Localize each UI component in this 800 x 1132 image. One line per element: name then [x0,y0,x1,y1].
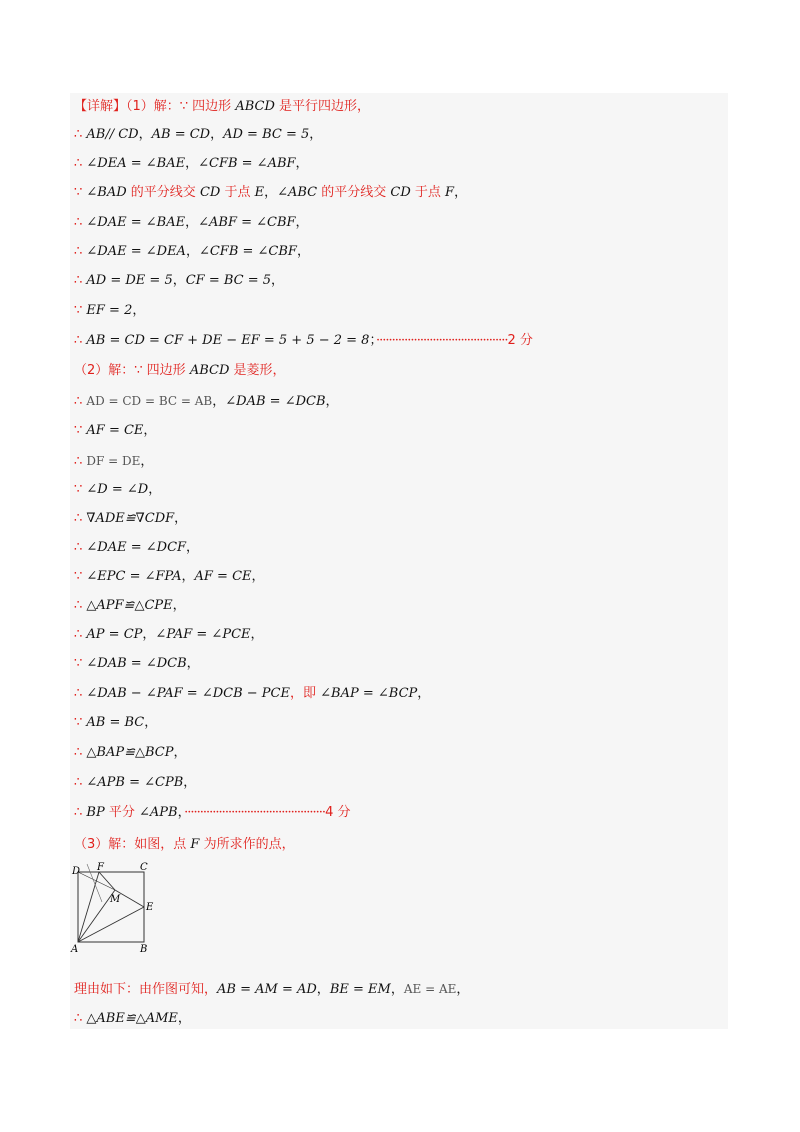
math-expression: △ABE≌△AME [86,1011,178,1026]
text-run: 理由如下：由作图可知， [74,982,218,997]
dot-leader: ·········································· [375,333,508,348]
math-expression: ∠BAD [86,185,127,200]
text-run: ∴ [74,745,87,760]
math-expression: AP = CP [86,627,143,642]
text-run: ； [369,333,376,348]
math-expression: ∠DAB = ∠DCB [86,656,187,671]
math-expression: ∠CFB = ∠CBF [198,244,297,259]
text-run: ， [210,127,224,142]
label-M: M [110,894,121,905]
solution-line [74,300,145,322]
text-run: ∴ [74,215,87,230]
text-run: ， [251,569,265,584]
solution-line [74,450,153,472]
solution-line [74,508,187,530]
solution-line [74,802,350,824]
text-run: 于点 [410,185,446,200]
text-run: ∴ [74,273,87,288]
text-run: （2）解：∵ 四边形 [74,363,190,378]
math-expression: ∠DAB = ∠DCB [225,394,326,409]
text-run: ， [142,627,156,642]
solution-line [74,624,264,646]
math-expression: BE = EM [329,982,391,997]
text-run: ， [454,185,468,200]
text-run: 的平分线交 [317,185,391,200]
math-expression: AE = AE [403,982,457,996]
solution-line [74,537,199,559]
text-run: ， [185,244,199,259]
label-F: F [97,862,104,873]
solution-line [74,683,430,705]
solution-line [74,96,370,118]
text-run: ， [177,805,185,820]
solution-line [74,420,156,442]
math-expression: AB = AM = AD [217,982,317,997]
text-run: ， [174,511,188,526]
text-run: 【详解】（1）解：∵ 四边形 [74,99,236,114]
text-run: ， [172,598,186,613]
math-expression: AD = CD = BC = AB [86,394,213,408]
solution-line [74,390,339,412]
math-expression: ∇ADE≌∇CDF [86,511,175,526]
text-run: ∵ [74,715,87,730]
solution-line [74,360,286,382]
text-run: ∴ [74,540,87,555]
math-expression: BP [86,805,105,820]
text-run: ， [173,745,187,760]
text-run: ∴ [74,627,87,642]
text-run: 4 分 [325,805,351,820]
text-run: ， [183,775,197,790]
solution-line [74,834,295,856]
text-run: 平分 [104,805,139,820]
math-expression: ∠DAE = ∠BAE [86,215,186,230]
text-run: ∴ [74,598,87,613]
text-run: 于点 [220,185,255,200]
solution-line [74,595,186,617]
math-expression: △APF≌△CPE [86,598,173,613]
text-run: ∴ [74,686,87,701]
math-expression: ∠DEA = ∠BAE [86,156,186,171]
math-expression: ∠APB [138,805,178,820]
text-run: ∵ [74,423,87,438]
text-run: ， [177,1011,191,1026]
math-expression: AB = CD = CF + DE − EF = 5 + 5 − 2 = 8 [86,333,370,348]
solution-line [74,153,309,175]
text-run: ， [186,656,200,671]
math-expression: ABCD [189,363,230,378]
text-run: ∵ [74,303,87,318]
text-run: ， [250,627,264,642]
text-run: ， [132,303,146,318]
solution-line [74,330,533,352]
solution-line [74,653,200,675]
text-run: ∴ [74,1011,87,1026]
math-expression: ∠DAE = ∠DCF [86,540,187,555]
text-run: ，即 [290,686,321,701]
math-expression: CD [390,185,411,200]
label-B: B [140,944,148,954]
math-expression: △BAP≌△BCP [86,745,174,760]
text-run: ， [309,127,323,142]
solution-line [74,712,157,734]
text-run: ， [316,982,330,997]
text-run: ， [138,127,152,142]
text-run: ， [185,156,199,171]
solution-line [74,241,310,263]
text-run: ， [295,215,309,230]
text-run: ∴ [74,775,87,790]
solution-line [74,182,467,204]
text-run: ， [185,215,199,230]
solution-line [74,1008,191,1030]
text-run: ∴ [74,333,87,348]
math-expression: DF = DE [86,454,141,468]
math-expression: ABCD [235,99,275,114]
construction-figure [70,862,160,954]
label-D: D [72,866,81,877]
math-expression: F [190,837,200,852]
text-run: ∵ [74,185,87,200]
text-run: ， [186,540,200,555]
math-expression: ∠DAB − ∠PAF = ∠DCB − PCE [86,686,290,701]
dot-leader: ············································· [184,805,326,820]
math-expression: ∠BAP = ∠BCP [320,686,418,701]
text-run: ， [172,273,186,288]
math-expression: ∠ABC [277,185,318,200]
text-run: ∴ [74,127,87,142]
math-expression: F [445,185,455,200]
math-expression: AB = BC [86,715,145,730]
solution-line [74,772,196,794]
text-run: 是平行四边形， [274,99,371,114]
text-run: ， [264,185,278,200]
math-expression: AB = CD [151,127,211,142]
math-expression: ∠ABF = ∠CBF [198,215,296,230]
solution-line [74,978,469,1000]
text-run: （3）解：如图，点 [74,837,191,852]
text-run: ∴ [74,511,87,526]
label-E: E [146,902,154,913]
math-expression: EF = 2 [86,303,133,318]
math-expression: ∠DAE = ∠DEA [86,244,186,259]
text-run: 的平分线交 [126,185,200,200]
math-expression: E [254,185,265,200]
math-expression: AD = DE = 5 [86,273,173,288]
text-run: ∴ [74,805,87,820]
text-run: ∴ [74,454,87,469]
math-expression: CD [199,185,221,200]
math-expression: CF = BC = 5 [185,273,272,288]
solution-line [74,479,161,501]
text-run: ∴ [74,394,87,409]
math-expression: ∠PAF = ∠PCE [155,627,251,642]
text-run: ∴ [74,244,87,259]
text-run: ， [181,569,195,584]
solution-line [74,212,309,234]
text-run: ， [296,244,310,259]
solution-line [74,124,322,146]
math-expression: ∠APB = ∠CPB [86,775,184,790]
math-expression: AF = CE [194,569,252,584]
text-run: ， [271,273,285,288]
text-run: 是菱形， [229,363,286,378]
math-expression: AD = BC = 5 [223,127,310,142]
text-run: ∵ [74,656,87,671]
text-run: ∵ [74,482,87,497]
solution-line [74,566,265,588]
text-run: ， [417,686,431,701]
text-run: ， [140,454,154,469]
text-run: ， [143,423,157,438]
math-expression: AF = CE [86,423,144,438]
text-run: ， [456,982,470,997]
solution-line [74,742,187,764]
solution-line [74,270,284,292]
label-C: C [140,862,148,873]
text-run: ， [295,156,309,171]
text-run: ， [212,394,226,409]
text-run: ∵ [74,569,87,584]
label-A: A [71,944,79,954]
math-expression: ∠EPC = ∠FPA [86,569,182,584]
text-run: ， [325,394,339,409]
math-expression: AB// CD [86,127,139,142]
math-expression: ∠D = ∠D [86,482,149,497]
text-run: ， [390,982,404,997]
text-run: ∴ [74,156,87,171]
text-run: 2 分 [507,333,533,348]
text-run: 为所求作的点， [199,837,295,852]
text-run: ， [144,715,158,730]
math-expression: ∠CFB = ∠ABF [198,156,296,171]
text-run: ， [148,482,162,497]
